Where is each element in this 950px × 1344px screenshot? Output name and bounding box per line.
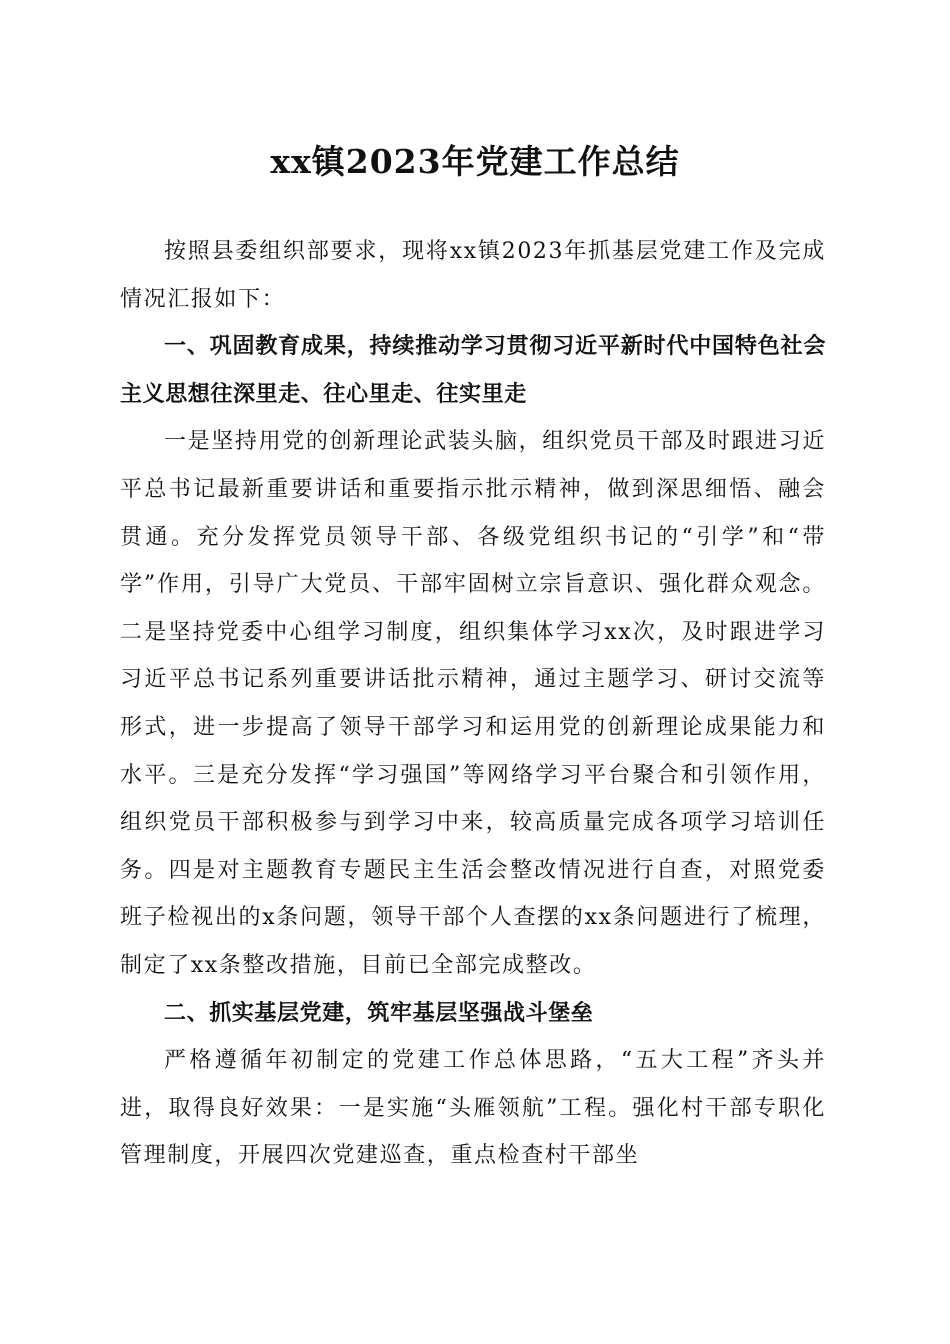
section-heading-2: 二、抓实基层党建，筑牢基层坚强战斗堡垒 bbox=[164, 1000, 594, 1026]
section-2-paragraph: 严格遵循年初制定的党建工作总体思路，“五大工程”齐头并进，取得良好效果：一是实施“头雁领航”工程。强化村干部专职化管理制度，开展四次党建巡查，重点检查村干部坐 bbox=[120, 1048, 826, 1169]
section-heading-1: 一、巩固教育成果，持续推动学习贯彻习近平新时代中国特色社会主义思想往深里走、往心里走、往实里走 bbox=[120, 334, 826, 407]
intro-paragraph: 按照县委组织部要求，现将xx镇2023年抓基层党建工作及完成情况汇报如下： bbox=[120, 239, 826, 312]
section-1-paragraph: 一是坚持用党的创新理论武装头脑，组织党员干部及时跟进习近平总书记最新重要讲话和重要指示批示精神，做到深思细悟、融会贯通。充分发挥党员领导干部、各级党组织书记的“引学”和“带学”作用，引导广大党员、干部牢固树立宗旨意识、强化群众观念。二是坚持党委中心组学习制度，组织集体学习xx次，及时跟进学习习近平总书记系列重要讲话批示精神，通过主题学习、研讨交流等形式，进一步提高了领导干部学习和运用党的创新理论成果能力和水平。三是充分发挥“学习强国”等网络学习平台聚合和引领作用，组织党员干部积极参与到学习中来，较高质量完成各项学习培训任务。四是对主题教育专题民主生活会整改情况进行自查，对照党委班子检视出的x条问题，领导干部个人查摆的xx条问题进行了梳理，制定了xx条整改措施，目前已全部完成整改。 bbox=[120, 429, 826, 978]
document-title: xx镇2023年党建工作总结 bbox=[270, 142, 680, 181]
document-body bbox=[120, 228, 826, 1180]
